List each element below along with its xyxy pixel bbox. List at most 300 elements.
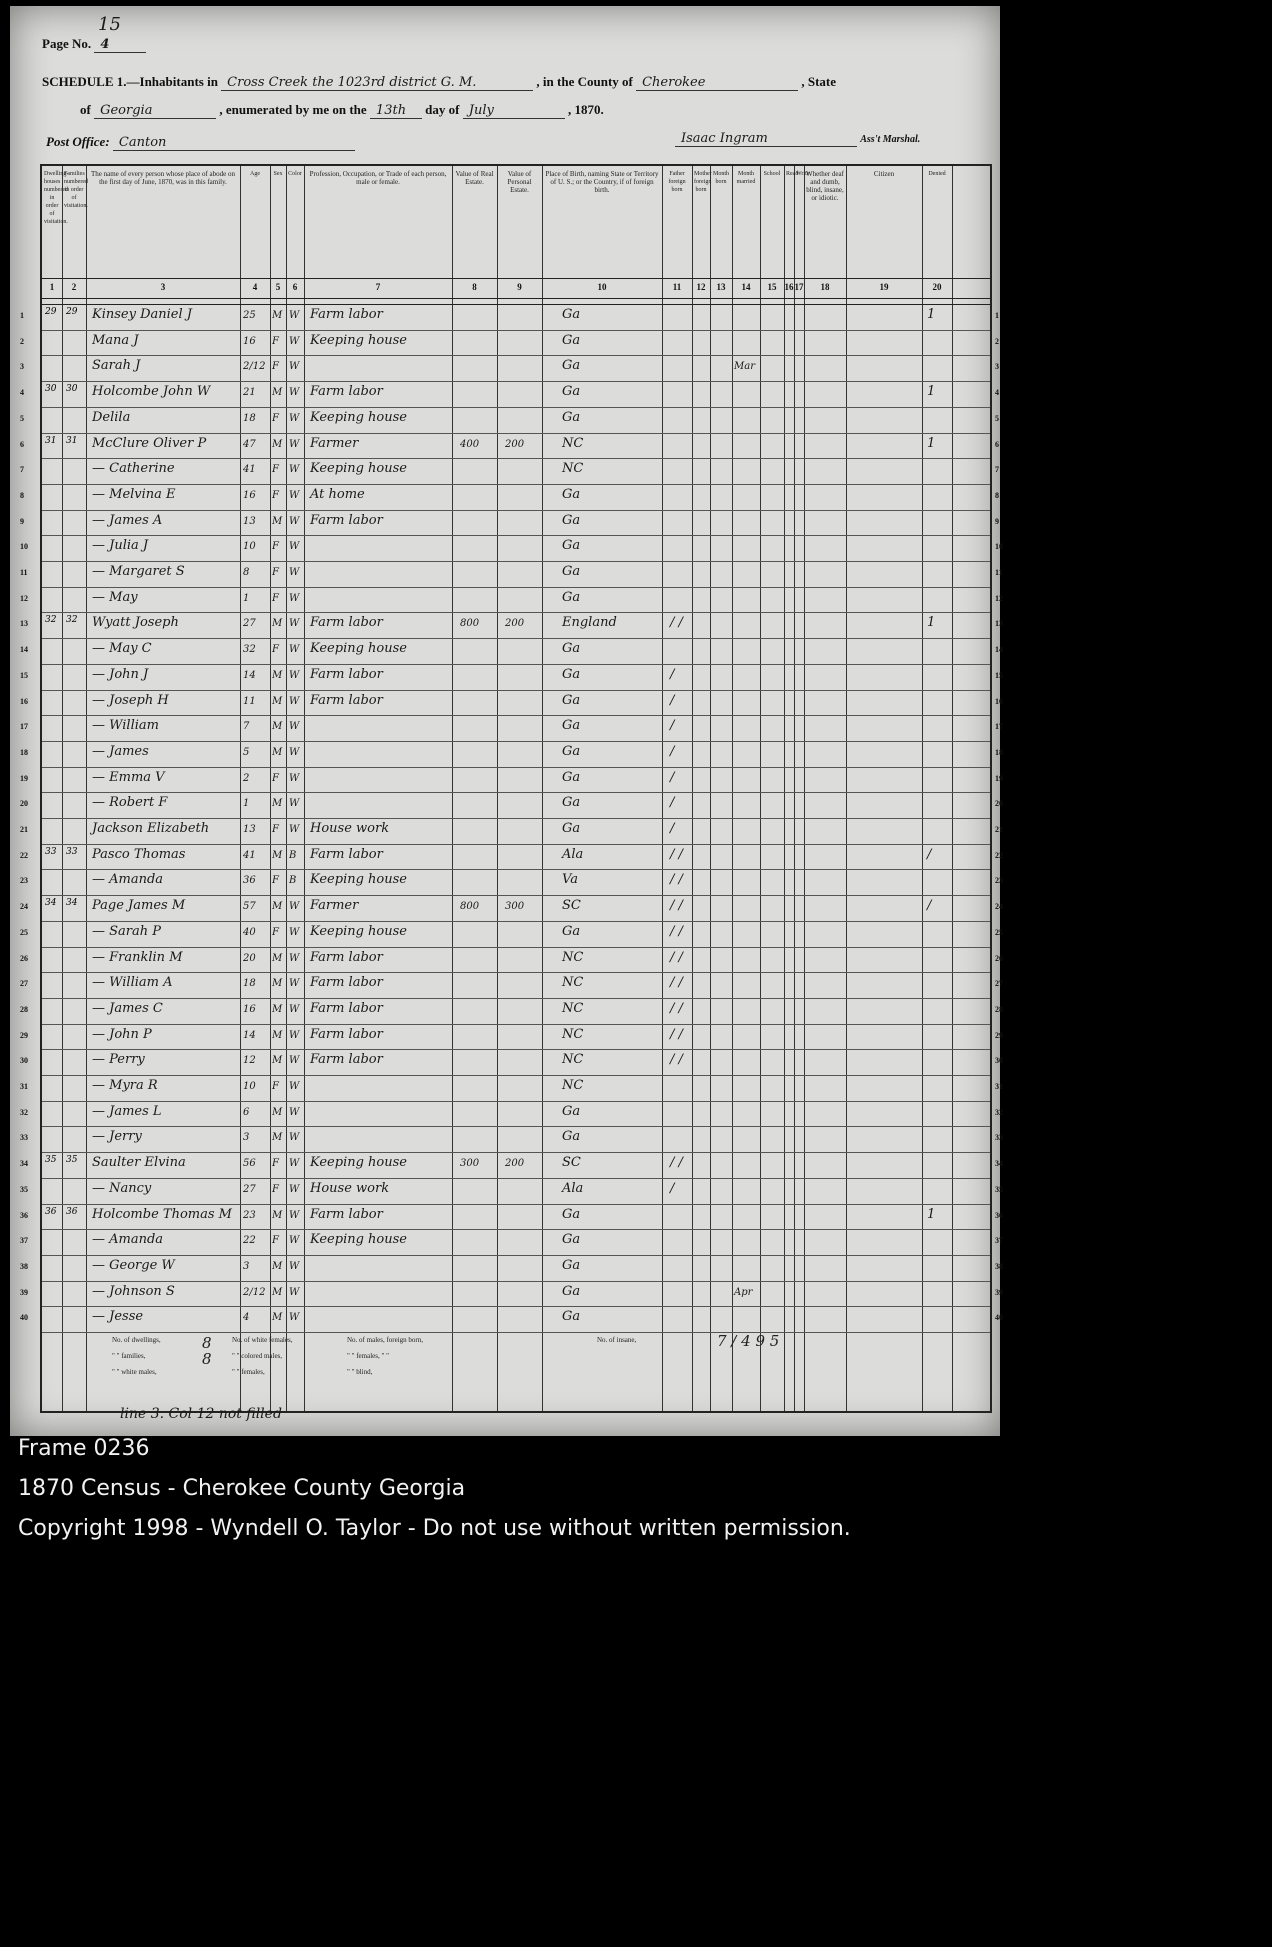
person-color: W bbox=[289, 438, 300, 450]
person-name: McClure Oliver P bbox=[92, 435, 207, 451]
person-sex: F bbox=[272, 1158, 279, 1170]
parent-foreign-marks: / bbox=[670, 666, 675, 682]
line-number-right: 35 bbox=[995, 1184, 1003, 1194]
table-row bbox=[20, 407, 990, 433]
person-age: 3 bbox=[243, 1132, 250, 1144]
person-sex: M bbox=[272, 1029, 283, 1041]
line-number-right: 1 bbox=[995, 311, 999, 320]
line-number: 38 bbox=[20, 1261, 28, 1271]
person-name: — Myra R bbox=[92, 1078, 158, 1093]
column-header-9: Value of Personal Estate. bbox=[507, 170, 532, 194]
line-number: 10 bbox=[20, 542, 28, 552]
person-color: W bbox=[289, 1081, 300, 1092]
person-occupation: Farmer bbox=[310, 898, 359, 914]
line-number-right: 29 bbox=[995, 1030, 1003, 1040]
column-number-1: 1 bbox=[49, 282, 55, 292]
column-number-13: 13 bbox=[716, 282, 726, 292]
margin-note: line 3. Col 12 not filled bbox=[120, 1406, 282, 1422]
person-age: 36 bbox=[243, 875, 256, 887]
column-header-5: Sex bbox=[273, 171, 283, 177]
line-number: 7 bbox=[20, 465, 24, 475]
person-name: — Julia J bbox=[92, 538, 149, 554]
person-sex: M bbox=[272, 721, 283, 733]
person-name: Holcombe John W bbox=[92, 384, 211, 400]
person-age: 6 bbox=[243, 1106, 250, 1118]
state: Georgia bbox=[94, 103, 216, 119]
person-color: W bbox=[289, 387, 300, 399]
person-sex: F bbox=[272, 926, 279, 938]
person-sex: F bbox=[272, 361, 279, 373]
place-of-birth: Ga bbox=[562, 718, 581, 734]
parent-foreign-marks: / / bbox=[670, 872, 683, 888]
person-age: 16 bbox=[243, 489, 256, 501]
line-number: 12 bbox=[20, 593, 28, 603]
person-occupation: Farm labor bbox=[310, 615, 383, 631]
table-row bbox=[20, 690, 990, 716]
table-row bbox=[20, 1306, 990, 1332]
line-number-right: 36 bbox=[995, 1210, 1003, 1220]
person-age: 25 bbox=[243, 310, 256, 321]
parent-foreign-marks: / / bbox=[670, 1026, 683, 1042]
line-number: 24 bbox=[20, 902, 28, 912]
person-color: W bbox=[289, 1158, 300, 1170]
person-sex: M bbox=[272, 978, 283, 990]
line-number: 3 bbox=[20, 362, 24, 372]
dwelling-number: 33 bbox=[45, 846, 57, 857]
person-color: W bbox=[289, 824, 300, 835]
line-number-right: 24 bbox=[995, 902, 1003, 912]
person-occupation: House work bbox=[310, 821, 390, 836]
line-number-right: 10 bbox=[995, 542, 1003, 552]
person-sex: M bbox=[272, 746, 283, 758]
person-sex: M bbox=[272, 695, 283, 707]
line-number: 1 bbox=[20, 311, 24, 320]
column-number-17: 17 bbox=[794, 282, 804, 292]
foreign-males-label: No. of males, foreign born, bbox=[347, 1336, 424, 1344]
line-number-right: 37 bbox=[995, 1236, 1003, 1246]
table-row bbox=[20, 869, 990, 895]
place-of-birth: Ga bbox=[562, 486, 581, 502]
place-of-birth: NC bbox=[562, 1000, 584, 1016]
person-color: W bbox=[289, 952, 300, 964]
person-color: W bbox=[289, 1132, 300, 1144]
table-row bbox=[20, 330, 990, 356]
person-sex: M bbox=[272, 952, 283, 964]
table-row bbox=[20, 1178, 990, 1204]
person-occupation: House work bbox=[310, 1180, 390, 1196]
parent-foreign-marks: / / bbox=[670, 1155, 683, 1171]
line-number-right: 31 bbox=[995, 1082, 1003, 1091]
person-color: B bbox=[289, 875, 297, 887]
families-count: 8 bbox=[202, 1350, 212, 1368]
table-row bbox=[20, 458, 990, 484]
place-of-birth: NC bbox=[562, 461, 584, 477]
parent-foreign-marks: / / bbox=[670, 923, 683, 939]
place-of-birth: Ga bbox=[562, 795, 581, 811]
person-sex: F bbox=[272, 875, 279, 887]
person-age: 18 bbox=[243, 412, 256, 424]
parent-foreign-marks: / / bbox=[670, 898, 683, 914]
column-number-11: 11 bbox=[672, 282, 682, 292]
person-age: 56 bbox=[243, 1158, 256, 1170]
person-name: Wyatt Joseph bbox=[92, 615, 179, 631]
person-color: W bbox=[289, 746, 300, 758]
person-occupation: Farm labor bbox=[310, 1206, 383, 1222]
table-row bbox=[20, 1229, 990, 1255]
person-name: — James L bbox=[92, 1103, 162, 1119]
table-row bbox=[20, 1075, 990, 1101]
dwelling-number: 30 bbox=[45, 384, 57, 395]
line-number-right: 27 bbox=[995, 979, 1003, 989]
column-header-6: Color bbox=[288, 171, 302, 177]
line-number: 39 bbox=[20, 1287, 28, 1297]
personal-estate-value: 200 bbox=[505, 618, 525, 630]
person-sex: M bbox=[272, 901, 283, 913]
table-row bbox=[20, 1281, 990, 1307]
real-estate-value: 800 bbox=[460, 901, 480, 913]
column-number-15: 15 bbox=[767, 282, 777, 292]
real-estate-value: 800 bbox=[460, 618, 480, 630]
line-number: 22 bbox=[20, 850, 28, 860]
person-color: W bbox=[289, 901, 300, 913]
line-number: 35 bbox=[20, 1184, 28, 1194]
footer-frame: Frame 0236 bbox=[18, 1436, 150, 1461]
person-sex: F bbox=[272, 464, 279, 476]
person-occupation: Farm labor bbox=[310, 512, 383, 528]
table-row bbox=[20, 1152, 990, 1178]
place-of-birth: Ga bbox=[562, 1257, 581, 1273]
column-header-14: Month married bbox=[736, 171, 756, 185]
parent-foreign-marks: / / bbox=[670, 1000, 683, 1016]
table-row bbox=[20, 1255, 990, 1281]
row-rule bbox=[42, 1332, 990, 1333]
person-occupation: Keeping house bbox=[310, 1232, 407, 1248]
table-row bbox=[20, 304, 990, 330]
column-header-13: Month born bbox=[712, 171, 729, 185]
page-number: 4 bbox=[94, 37, 146, 53]
family-number: 35 bbox=[66, 1155, 78, 1166]
person-color: W bbox=[289, 1312, 300, 1324]
person-name: — Johnson S bbox=[92, 1283, 175, 1299]
line-number: 2 bbox=[20, 336, 24, 346]
line-number: 30 bbox=[20, 1056, 28, 1066]
parent-foreign-marks: / bbox=[670, 743, 675, 759]
person-age: 2 bbox=[243, 772, 250, 784]
person-color: W bbox=[289, 361, 300, 373]
person-name: — May bbox=[92, 589, 138, 605]
table-row bbox=[20, 638, 990, 664]
person-sex: M bbox=[272, 1260, 283, 1272]
table-row bbox=[20, 818, 990, 844]
line-number-right: 14 bbox=[995, 645, 1003, 655]
line-number-right: 15 bbox=[995, 670, 1003, 680]
page-label: Page No. 4 bbox=[42, 36, 146, 53]
column-header-7: Profession, Occupation, or Trade of each person, male or female. bbox=[309, 170, 447, 186]
parent-foreign-marks: / bbox=[670, 1180, 675, 1196]
person-age: 14 bbox=[243, 1029, 256, 1041]
person-age: 20 bbox=[243, 952, 256, 964]
person-name: Pasco Thomas bbox=[92, 846, 186, 862]
line-number-right: 8 bbox=[995, 490, 999, 500]
place-of-birth: Ga bbox=[562, 384, 581, 400]
census-table bbox=[20, 164, 1003, 1413]
dwelling-number: 32 bbox=[45, 615, 57, 626]
person-age: 12 bbox=[243, 1055, 256, 1067]
line-number-right: 28 bbox=[995, 1004, 1003, 1014]
table-row bbox=[20, 1101, 990, 1127]
column-header-8: Value of Real Estate. bbox=[455, 170, 494, 186]
person-sex: M bbox=[272, 1286, 283, 1298]
parent-foreign-marks: / bbox=[670, 821, 675, 836]
line-number: 9 bbox=[20, 516, 24, 526]
table-row bbox=[20, 433, 990, 459]
person-sex: F bbox=[272, 489, 279, 501]
column-header-1: Dwelling-houses numbered in order of visitation. bbox=[44, 171, 69, 225]
line-number-right: 19 bbox=[995, 773, 1003, 783]
line-number: 32 bbox=[20, 1107, 28, 1117]
person-sex: M bbox=[272, 387, 283, 399]
person-sex: M bbox=[272, 1003, 283, 1015]
blind-label: " " blind, bbox=[347, 1368, 373, 1376]
person-color: W bbox=[289, 926, 300, 938]
person-name: Kinsey Daniel J bbox=[92, 307, 192, 322]
person-sex: M bbox=[272, 1055, 283, 1067]
table-row bbox=[20, 484, 990, 510]
header-rule bbox=[42, 298, 990, 299]
person-name: — Catherine bbox=[92, 461, 175, 477]
person-age: 21 bbox=[243, 387, 256, 399]
column-number-2: 2 bbox=[71, 282, 77, 292]
person-name: — Sarah P bbox=[92, 923, 162, 939]
place-of-birth: NC bbox=[562, 949, 584, 965]
footer-title: 1870 Census - Cherokee County Georgia bbox=[18, 1476, 466, 1501]
line-number-right: 6 bbox=[995, 439, 999, 449]
line-number-right: 30 bbox=[995, 1056, 1003, 1066]
person-sex: F bbox=[272, 1081, 279, 1092]
citizen-mark: 1 bbox=[927, 615, 936, 631]
person-name: — Nancy bbox=[92, 1180, 152, 1196]
person-color: W bbox=[289, 335, 300, 347]
person-color: W bbox=[289, 515, 300, 527]
table-row bbox=[20, 535, 990, 561]
person-name: — James bbox=[92, 743, 149, 759]
place-of-birth: Ga bbox=[562, 1206, 581, 1222]
person-sex: M bbox=[272, 1132, 283, 1144]
personal-estate-value: 300 bbox=[505, 901, 525, 913]
person-color: W bbox=[289, 1235, 300, 1247]
person-age: 16 bbox=[243, 335, 256, 347]
family-number: 32 bbox=[66, 615, 78, 626]
column-header-16: Read bbox=[786, 171, 799, 177]
family-number: 29 bbox=[66, 307, 78, 317]
column-number-4: 4 bbox=[252, 282, 258, 292]
dwellings-label: No. of dwellings, bbox=[112, 1336, 161, 1344]
line-number: 8 bbox=[20, 490, 24, 500]
line-number: 26 bbox=[20, 953, 28, 963]
person-age: 41 bbox=[243, 849, 256, 861]
person-name: — May C bbox=[92, 641, 152, 657]
person-sex: F bbox=[272, 824, 279, 835]
column-number-18: 18 bbox=[820, 282, 830, 292]
person-occupation: Keeping house bbox=[310, 1155, 407, 1171]
person-age: 57 bbox=[243, 901, 256, 913]
column-header-10: Place of Birth, naming State or Territory of U. S.; or the Country, if of foreign birth. bbox=[545, 170, 659, 194]
column-number-14: 14 bbox=[741, 282, 751, 292]
table-row bbox=[20, 715, 990, 741]
place-of-birth: Ga bbox=[562, 692, 581, 708]
white-males-label: " " white males, bbox=[112, 1368, 157, 1376]
person-occupation: Farm labor bbox=[310, 692, 383, 708]
summary-tally: 7 / 4 9 5 bbox=[717, 1332, 780, 1350]
person-age: 13 bbox=[243, 824, 256, 835]
line-number-right: 33 bbox=[995, 1133, 1003, 1143]
person-occupation: Farm labor bbox=[310, 975, 383, 991]
person-color: W bbox=[289, 978, 300, 990]
line-number: 18 bbox=[20, 747, 28, 757]
person-occupation: At home bbox=[310, 486, 365, 502]
place-of-birth: Ga bbox=[562, 409, 581, 425]
place-of-birth: Ga bbox=[562, 769, 581, 785]
place-of-birth: Ga bbox=[562, 923, 581, 939]
column-number-12: 12 bbox=[696, 282, 706, 292]
footer-copyright: Copyright 1998 - Wyndell O. Taylor - Do not use without written permission. bbox=[18, 1516, 851, 1541]
person-name: — Robert F bbox=[92, 795, 168, 811]
parent-foreign-marks: / / bbox=[670, 1052, 683, 1068]
parent-foreign-marks: / / bbox=[670, 846, 683, 862]
table-row bbox=[20, 1049, 990, 1075]
schedule-line: SCHEDULE 1.—Inhabitants in Cross Creek the 1023rd district G. M. , in the County of Cherokee , State bbox=[42, 74, 837, 90]
census-sheet bbox=[10, 6, 1003, 1436]
person-age: 5 bbox=[243, 746, 250, 758]
person-color: W bbox=[289, 1106, 300, 1118]
line-number-right: 26 bbox=[995, 953, 1003, 963]
column-number-5: 5 bbox=[275, 282, 281, 292]
parent-foreign-marks: / bbox=[670, 795, 675, 811]
person-sex: M bbox=[272, 798, 283, 810]
person-name: — Jesse bbox=[92, 1309, 144, 1325]
table-row bbox=[20, 767, 990, 793]
enumeration-line: of Georgia , enumerated by me on the 13th day of July , 1870. bbox=[80, 102, 604, 118]
table-row bbox=[20, 947, 990, 973]
table-row bbox=[20, 972, 990, 998]
line-number-right: 12 bbox=[995, 593, 1003, 603]
person-occupation: Farm labor bbox=[310, 949, 383, 965]
column-number-3: 3 bbox=[160, 282, 166, 292]
person-name: Holcombe Thomas M bbox=[92, 1206, 232, 1222]
person-occupation: Keeping house bbox=[310, 923, 407, 939]
person-age: 3 bbox=[243, 1260, 250, 1272]
person-name: — William A bbox=[92, 975, 173, 991]
place-of-birth: Ga bbox=[562, 564, 581, 579]
table-row bbox=[20, 844, 990, 870]
person-occupation: Keeping house bbox=[310, 641, 407, 657]
person-name: — Emma V bbox=[92, 769, 165, 785]
person-name: — Joseph H bbox=[92, 692, 169, 708]
table-row bbox=[20, 1024, 990, 1050]
parent-foreign-marks: / bbox=[670, 718, 675, 734]
person-age: 1 bbox=[243, 798, 250, 810]
place-of-birth: Ga bbox=[562, 821, 581, 836]
person-color: W bbox=[289, 669, 300, 681]
person-occupation: Farm labor bbox=[310, 307, 383, 322]
place-of-birth: NC bbox=[562, 435, 584, 451]
place-of-birth: Ga bbox=[562, 1283, 581, 1299]
column-number-10: 10 bbox=[597, 282, 607, 292]
table-row bbox=[20, 998, 990, 1024]
table-row bbox=[20, 381, 990, 407]
line-number-right: 4 bbox=[995, 388, 999, 398]
citizen-mark: / bbox=[927, 846, 932, 862]
person-color: W bbox=[289, 1029, 300, 1041]
person-age: 27 bbox=[243, 1183, 256, 1195]
line-number-right: 20 bbox=[995, 799, 1003, 809]
post-office: Canton bbox=[113, 135, 355, 151]
family-number: 36 bbox=[66, 1206, 78, 1217]
person-color: W bbox=[289, 721, 300, 733]
place-of-birth: Ga bbox=[562, 1232, 581, 1248]
dwellings-count: 8 bbox=[202, 1334, 212, 1352]
person-occupation: Farm labor bbox=[310, 1052, 383, 1068]
person-sex: F bbox=[272, 1235, 279, 1247]
person-age: 2/12 bbox=[243, 361, 266, 373]
person-occupation: Farm labor bbox=[310, 846, 383, 862]
person-name: Sarah J bbox=[92, 358, 141, 374]
person-occupation: Keeping house bbox=[310, 409, 407, 425]
person-color: W bbox=[289, 798, 300, 810]
person-age: 10 bbox=[243, 1081, 256, 1092]
column-number-9: 9 bbox=[517, 282, 522, 292]
line-number-right: 3 bbox=[995, 362, 999, 372]
line-number: 13 bbox=[20, 619, 28, 629]
person-color: B bbox=[289, 849, 297, 861]
person-age: 32 bbox=[243, 644, 256, 656]
person-color: W bbox=[289, 695, 300, 707]
person-sex: F bbox=[272, 1183, 279, 1195]
line-number-right: 2 bbox=[995, 336, 999, 346]
families-label: " " families, bbox=[112, 1352, 146, 1360]
person-color: W bbox=[289, 489, 300, 501]
person-name: — Jerry bbox=[92, 1129, 142, 1145]
citizen-mark: / bbox=[927, 898, 932, 914]
person-name: — Margaret S bbox=[92, 564, 185, 579]
person-name: — William bbox=[92, 718, 159, 734]
parent-foreign-marks: / / bbox=[670, 615, 683, 631]
person-age: 10 bbox=[243, 541, 256, 553]
person-age: 2/12 bbox=[243, 1286, 266, 1298]
person-color: W bbox=[289, 310, 300, 321]
table-row bbox=[20, 561, 990, 587]
person-age: 23 bbox=[243, 1209, 256, 1221]
header-rule bbox=[42, 278, 990, 279]
column-header-19: Citizen bbox=[873, 170, 895, 178]
person-occupation: Keeping house bbox=[310, 332, 407, 348]
person-sex: F bbox=[272, 567, 279, 578]
district: Cross Creek the 1023rd district G. M. bbox=[221, 75, 533, 91]
person-color: W bbox=[289, 412, 300, 424]
place-of-birth: Ga bbox=[562, 1129, 581, 1145]
person-age: 11 bbox=[243, 695, 256, 707]
person-name: Page James M bbox=[92, 898, 186, 914]
place-of-birth: NC bbox=[562, 975, 584, 991]
person-sex: F bbox=[272, 412, 279, 424]
place-of-birth: Ala bbox=[562, 846, 584, 862]
line-number-right: 40 bbox=[995, 1313, 1003, 1323]
person-color: W bbox=[289, 592, 300, 604]
line-number-right: 39 bbox=[995, 1287, 1003, 1297]
person-sex: M bbox=[272, 1209, 283, 1221]
family-number: 33 bbox=[66, 846, 78, 857]
dwelling-number: 29 bbox=[45, 307, 57, 317]
